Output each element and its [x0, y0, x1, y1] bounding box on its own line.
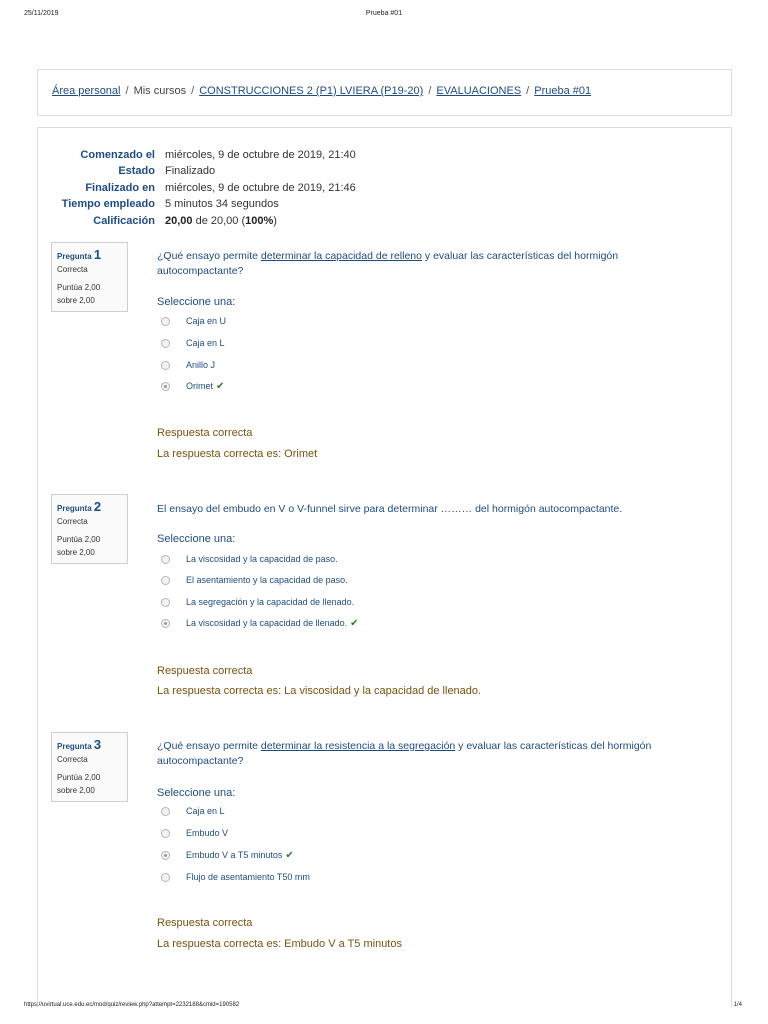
- breadcrumb-home-link[interactable]: Área personal: [52, 85, 121, 97]
- summary-label: Finalizado en: [85, 182, 155, 194]
- answer-prompt: Seleccione una:: [157, 787, 236, 799]
- question-info: [51, 494, 128, 564]
- answer-option-label: Caja en L: [186, 806, 225, 816]
- radio-icon[interactable]: [161, 339, 170, 348]
- question-text: [157, 502, 677, 517]
- radio-icon[interactable]: [161, 382, 170, 391]
- summary-value: [165, 215, 277, 227]
- print-url: https://uvirtual.uce.edu.ec/mod/quiz/review.php?attempt=2232188&cmid=190582: [24, 1002, 240, 1008]
- answer-option-label: Caja en L: [186, 338, 225, 348]
- check-icon: ✔: [285, 850, 294, 861]
- question-text-before: ¿Qué ensayo permite: [157, 740, 261, 752]
- right-answer-text: La respuesta correcta es: Orimet: [157, 448, 318, 460]
- breadcrumb-section-link[interactable]: EVALUACIONES: [436, 85, 522, 97]
- breadcrumb: [52, 85, 591, 97]
- question-grade: Puntúa 2,00 sobre 2,00: [57, 535, 101, 557]
- question-grade: Puntúa 2,00 sobre 2,00: [57, 773, 101, 795]
- question-text-before: El ensayo del embudo en V o V-funnel sirve para determinar ……… del hormigón autocompactante.: [157, 503, 623, 515]
- question-state: Correcta: [57, 755, 88, 764]
- breadcrumb-separator: /: [191, 85, 195, 97]
- answer-prompt: Seleccione una:: [157, 296, 236, 308]
- question-text: [157, 249, 677, 279]
- radio-icon[interactable]: [161, 576, 170, 585]
- question-num: 3: [93, 737, 102, 752]
- question-text-after: y evaluar las características del hormigón autocompactante?: [157, 250, 619, 277]
- question-info: [51, 732, 128, 802]
- summary-label: Comenzado el: [80, 149, 155, 161]
- radio-icon[interactable]: [161, 361, 170, 370]
- breadcrumb-separator: /: [526, 85, 530, 97]
- question-text-underlined: determinar la capacidad de relleno: [260, 250, 422, 262]
- answer-option-label: Anillo J: [186, 360, 216, 370]
- question-word: Pregunta: [57, 742, 92, 751]
- breadcrumb-bar: [37, 69, 732, 116]
- radio-icon[interactable]: [161, 598, 170, 607]
- breadcrumb-separator: /: [428, 85, 432, 97]
- question-number: [57, 737, 122, 752]
- question-text-after: y evaluar las características del hormigón autocompactante?: [157, 740, 652, 767]
- radio-icon[interactable]: [161, 317, 170, 326]
- grade-score: 20,00: [165, 215, 193, 227]
- answer-option-label-wrap: [186, 850, 294, 861]
- breadcrumb-separator: /: [125, 85, 129, 97]
- question-text: [157, 739, 677, 769]
- summary-value: miércoles, 9 de octubre de 2019, 21:46: [165, 182, 356, 194]
- radio-icon[interactable]: [161, 619, 170, 628]
- check-icon: ✔: [216, 381, 225, 392]
- radio-icon[interactable]: [161, 555, 170, 564]
- answer-option-label: Caja en U: [186, 316, 227, 326]
- answer-option-label-wrap: [186, 618, 359, 629]
- feedback-text: Respuesta correcta: [157, 427, 253, 439]
- print-page-number: 1/4: [733, 1002, 742, 1008]
- breadcrumb-quiz-link[interactable]: Prueba #01: [534, 85, 592, 97]
- answer-option-label: Orimet: [186, 381, 213, 391]
- question-word: Pregunta: [57, 252, 92, 261]
- question-number: [57, 499, 122, 514]
- answer-option-label-wrap: [186, 381, 224, 392]
- radio-icon[interactable]: [161, 851, 170, 860]
- breadcrumb-course-link[interactable]: CONSTRUCCIONES 2 (P1) LVIERA (P19-20): [199, 85, 424, 97]
- grade-percent: 100%: [245, 215, 274, 227]
- answer-option-label: Embudo V a T5 minutos: [186, 850, 283, 860]
- radio-icon[interactable]: [161, 807, 170, 816]
- answer-option-label: La segregación y la capacidad de llenado.: [186, 597, 355, 607]
- question-number: [57, 247, 122, 262]
- question-text-before: ¿Qué ensayo permite: [157, 250, 261, 262]
- question-state: Correcta: [57, 265, 88, 274]
- question-state: Correcta: [57, 517, 88, 526]
- feedback-text: Respuesta correcta: [157, 917, 253, 929]
- print-footer: [0, 1002, 768, 1014]
- summary-label: Calificación: [93, 215, 155, 227]
- answer-option-label: Flujo de asentamiento T50 mm: [186, 872, 310, 882]
- question-info: [51, 242, 128, 312]
- answer-option-label: La viscosidad y la capacidad de llenado.: [186, 618, 348, 628]
- question-num: 2: [93, 499, 102, 514]
- question-word: Pregunta: [57, 504, 92, 513]
- summary-value: Finalizado: [165, 165, 216, 177]
- summary-value: 5 minutos 34 segundos: [165, 198, 279, 210]
- question-num: 1: [93, 247, 102, 262]
- answer-prompt: Seleccione una:: [157, 533, 236, 545]
- grade-of: de 20,00 (: [192, 215, 246, 227]
- summary-value: miércoles, 9 de octubre de 2019, 21:40: [165, 149, 356, 161]
- right-answer-text: La respuesta correcta es: Embudo V a T5 minutos: [157, 938, 402, 950]
- check-icon: ✔: [350, 618, 359, 629]
- breadcrumb-my-courses: Mis cursos: [133, 85, 187, 97]
- print-header: [0, 10, 768, 22]
- answer-option-label: El asentamiento y la capacidad de paso.: [186, 575, 348, 585]
- question-text-underlined: determinar la resistencia a la segregación: [260, 740, 456, 752]
- right-answer-text: La respuesta correcta es: La viscosidad y la capacidad de llenado.: [157, 685, 482, 697]
- question-grade: Puntúa 2,00 sobre 2,00: [57, 283, 101, 305]
- grade-close: ): [273, 215, 277, 227]
- feedback-text: Respuesta correcta: [157, 665, 253, 677]
- answer-option-label: Embudo V: [186, 828, 229, 838]
- print-title: Prueba #01: [365, 10, 403, 17]
- print-date: 25/11/2019: [24, 10, 59, 17]
- radio-icon[interactable]: [161, 829, 170, 838]
- summary-label: Tiempo empleado: [61, 198, 155, 210]
- summary-label: Estado: [118, 165, 155, 177]
- radio-icon[interactable]: [161, 873, 170, 882]
- answer-option-label: La viscosidad y la capacidad de paso.: [186, 554, 338, 564]
